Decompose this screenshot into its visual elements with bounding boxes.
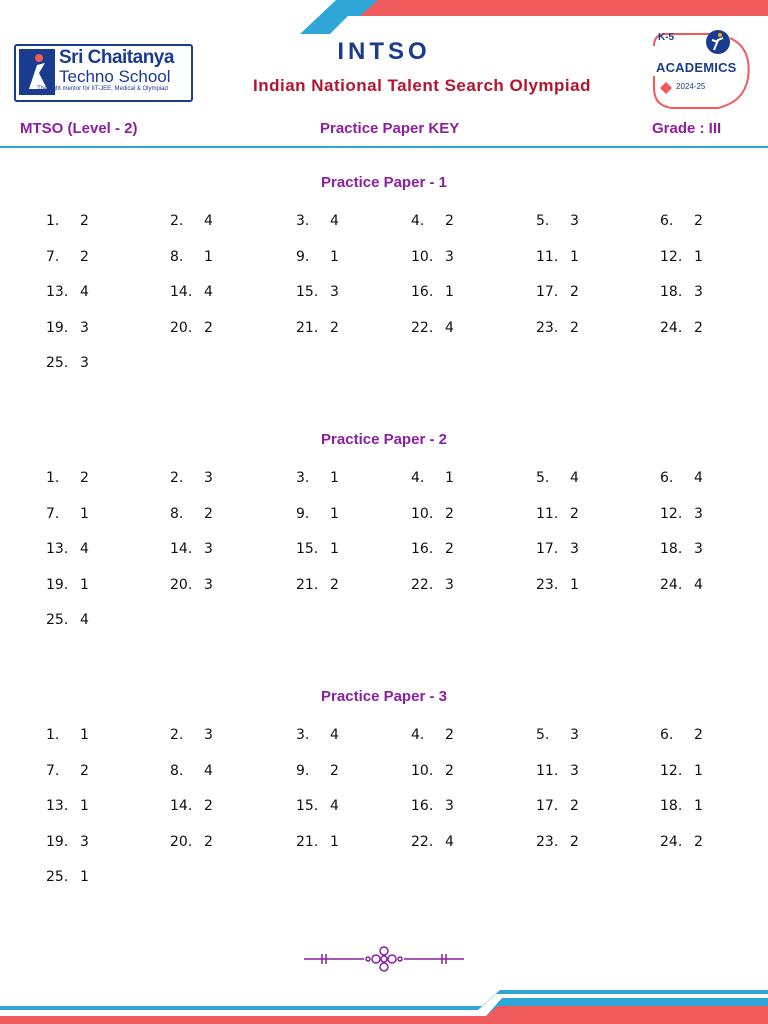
question-number: 2. [170,470,184,486]
answer-value: 3 [694,505,703,522]
answer-value: 2 [570,505,579,522]
question-number: 21. [296,833,319,850]
question-number: 12. [660,248,683,265]
answer-item [296,727,339,743]
answer-item [46,763,89,779]
question-number: 7. [46,505,60,522]
question-number: 21. [296,319,319,336]
answer-value: 4 [204,284,213,300]
page-title: INTSO [337,38,431,65]
answer-item [536,798,579,814]
question-number: 9. [296,248,310,265]
answer-item [170,798,213,814]
answer-value: 1 [204,248,213,265]
answer-item [660,506,703,522]
k5-academics-badge [652,28,756,112]
badge-k5: K-5 [658,32,675,43]
question-number: 17. [536,798,559,814]
answer-value: 3 [204,541,213,557]
ornament-divider-icon [300,942,468,976]
bottom-stripes [0,986,768,1024]
answer-value: 3 [570,727,579,743]
question-number: 22. [411,833,434,850]
answer-item [660,249,703,265]
question-number: 1. [46,213,60,229]
answer-item [46,869,89,885]
question-number: 16. [411,798,434,814]
question-number: 4. [411,727,425,743]
question-number: 3. [296,727,310,743]
answer-item [170,727,213,743]
answer-item [170,541,213,557]
question-number: 25. [46,612,69,628]
answer-value: 3 [80,833,89,850]
answer-value: 3 [445,576,454,593]
question-number: 5. [536,470,550,486]
question-number: 24. [660,319,683,336]
question-number: 4. [411,213,425,229]
page-subtitle: Indian National Talent Search Olympiad [253,76,591,95]
question-number: 19. [46,833,69,850]
answer-item [296,284,339,300]
question-number: 23. [536,833,559,850]
question-number: 1. [46,727,60,743]
answer-value: 1 [80,727,89,743]
logo-tagline: The right mentor for IIT-JEE, Medical & Olympiad [37,86,168,92]
question-number: 10. [411,762,434,779]
answer-value: 2 [80,762,89,779]
answer-item [296,541,339,557]
answer-value: 1 [330,833,339,850]
answer-value: 1 [80,505,89,522]
answer-item [660,284,703,300]
question-number: 17. [536,284,559,300]
question-number: 19. [46,319,69,336]
question-number: 10. [411,505,434,522]
answer-item [411,470,454,486]
question-number: 12. [660,505,683,522]
answer-item [660,213,703,229]
answer-item [536,763,579,779]
answer-value: 2 [445,727,454,743]
question-number: 20. [170,576,193,593]
answer-value: 1 [80,798,89,814]
question-number: 22. [411,319,434,336]
answer-value: 4 [80,541,89,557]
answer-value: 2 [570,284,579,300]
answer-value: 2 [330,319,339,336]
answer-item [411,577,454,593]
logo-line2: Techno School [59,67,171,86]
answer-item [46,355,89,371]
answer-value: 2 [694,833,703,850]
question-number: 17. [536,541,559,557]
answer-value: 4 [80,612,89,628]
answer-value: 4 [204,762,213,779]
question-number: 3. [296,470,310,486]
answer-value: 2 [694,319,703,336]
question-number: 13. [46,798,69,814]
answer-value: 4 [330,798,339,814]
answer-value: 2 [694,727,703,743]
answer-value: 2 [80,248,89,265]
answer-item [46,320,89,336]
answer-item [46,506,89,522]
answer-value: 3 [694,541,703,557]
answer-value: 1 [570,248,579,265]
answer-value: 3 [204,727,213,743]
answer-value: 2 [570,798,579,814]
answer-value: 2 [445,213,454,229]
question-number: 6. [660,470,674,486]
answer-item [536,834,579,850]
answer-item [296,249,339,265]
answer-item [296,213,339,229]
question-number: 9. [296,505,310,522]
answer-value: 4 [694,576,703,593]
question-number: 19. [46,576,69,593]
answer-item [296,798,339,814]
answer-item [170,763,213,779]
question-number: 25. [46,355,69,371]
answer-item [170,506,213,522]
answer-value: 4 [330,213,339,229]
answer-item [660,470,703,486]
section-title: Practice Paper - 3 [321,688,447,705]
answer-value: 4 [80,284,89,300]
answer-value: 2 [204,505,213,522]
answer-value: 4 [445,319,454,336]
answer-value: 3 [80,319,89,336]
answer-value: 3 [330,284,339,300]
question-number: 1. [46,470,60,486]
question-number: 15. [296,798,319,814]
answer-item [46,470,89,486]
answer-value: 2 [80,470,89,486]
answer-value: 2 [445,541,454,557]
answer-item [46,612,89,628]
answer-item [170,470,213,486]
question-number: 22. [411,576,434,593]
question-number: 25. [46,869,69,885]
answer-item [46,541,89,557]
answer-value: 2 [80,213,89,229]
question-number: 15. [296,284,319,300]
answer-item [296,320,339,336]
answer-item [660,541,703,557]
answer-value: 4 [204,213,213,229]
answer-item [660,834,703,850]
answer-item [296,834,339,850]
question-number: 5. [536,213,550,229]
answer-value: 4 [445,833,454,850]
header-divider [0,146,768,148]
question-number: 3. [296,213,310,229]
question-number: 18. [660,284,683,300]
section-title: Practice Paper - 2 [321,431,447,448]
answer-value: 2 [204,798,213,814]
answer-item [411,727,454,743]
exam-level: MTSO (Level - 2) [20,120,138,137]
question-number: 11. [536,248,559,265]
question-number: 13. [46,541,69,557]
answer-item [536,541,579,557]
answer-item [296,577,339,593]
answer-item [170,834,213,850]
answer-item [411,284,454,300]
question-number: 14. [170,284,193,300]
answer-item [170,249,213,265]
question-number: 7. [46,762,60,779]
answer-value: 2 [570,833,579,850]
answer-value: 2 [445,505,454,522]
answer-item [660,577,703,593]
answer-item [46,834,89,850]
question-number: 4. [411,470,425,486]
question-number: 10. [411,248,434,265]
question-number: 14. [170,798,193,814]
answer-value: 3 [570,213,579,229]
answer-item [660,320,703,336]
question-number: 16. [411,541,434,557]
answer-item [660,798,703,814]
grade-label: Grade : III [652,120,722,137]
answer-item [536,506,579,522]
answer-value: 3 [694,284,703,300]
answer-item [411,798,454,814]
answer-value: 1 [330,541,339,557]
badge-academics: ACADEMICS [656,60,737,75]
badge-year: 2024-25 [676,82,706,91]
question-number: 8. [170,505,184,522]
answer-value: 1 [570,576,579,593]
question-number: 8. [170,762,184,779]
answer-item [411,506,454,522]
answer-item [660,763,703,779]
answer-item [46,798,89,814]
answer-value: 1 [330,248,339,265]
answer-item [411,834,454,850]
answer-item [296,470,339,486]
answer-item [411,249,454,265]
answer-item [170,213,213,229]
answer-item [536,727,579,743]
answer-item [46,213,89,229]
answer-value: 4 [694,470,703,486]
answer-item [170,284,213,300]
question-number: 14. [170,541,193,557]
question-number: 11. [536,505,559,522]
answer-value: 1 [80,869,89,885]
question-number: 6. [660,727,674,743]
answer-value: 3 [445,798,454,814]
answer-value: 1 [330,470,339,486]
question-number: 5. [536,727,550,743]
answer-value: 1 [694,248,703,265]
answer-value: 2 [570,319,579,336]
question-number: 18. [660,798,683,814]
answer-value: 1 [80,576,89,593]
answer-value: 2 [445,762,454,779]
question-number: 16. [411,284,434,300]
answer-value: 3 [445,248,454,265]
answer-value: 4 [330,727,339,743]
answer-value: 3 [570,541,579,557]
question-number: 7. [46,248,60,265]
section-title: Practice Paper - 1 [321,174,447,191]
question-number: 15. [296,541,319,557]
answer-item [170,577,213,593]
answer-item [536,249,579,265]
answer-item [536,320,579,336]
answer-value: 2 [694,213,703,229]
question-number: 13. [46,284,69,300]
answer-item [660,727,703,743]
question-number: 9. [296,762,310,779]
question-number: 23. [536,319,559,336]
answer-item [536,213,579,229]
answer-item [46,727,89,743]
answer-item [411,541,454,557]
answer-value: 2 [204,833,213,850]
answer-value: 3 [80,355,89,371]
answer-item [536,284,579,300]
answer-value: 4 [570,470,579,486]
answer-item [536,470,579,486]
question-number: 18. [660,541,683,557]
logo-line1: Sri Chaitanya [59,47,174,68]
question-number: 6. [660,213,674,229]
question-number: 23. [536,576,559,593]
answer-item [411,763,454,779]
question-number: 11. [536,762,559,779]
answer-value: 2 [204,319,213,336]
answer-item [46,577,89,593]
question-number: 24. [660,833,683,850]
answer-value: 1 [330,505,339,522]
answer-item [411,213,454,229]
answer-value: 2 [330,762,339,779]
answer-value: 1 [694,762,703,779]
question-number: 20. [170,833,193,850]
paper-key-title: Practice Paper KEY [320,120,460,137]
answer-item [296,506,339,522]
answer-value: 2 [330,576,339,593]
question-number: 2. [170,727,184,743]
question-number: 21. [296,576,319,593]
question-number: 12. [660,762,683,779]
question-number: 2. [170,213,184,229]
answer-item [536,577,579,593]
answer-value: 1 [445,284,454,300]
answer-item [296,763,339,779]
question-number: 20. [170,319,193,336]
answer-value: 3 [204,470,213,486]
question-number: 8. [170,248,184,265]
answer-value: 3 [570,762,579,779]
answer-value: 3 [204,576,213,593]
answer-value: 1 [694,798,703,814]
answer-item [46,249,89,265]
question-number: 24. [660,576,683,593]
answer-item [170,320,213,336]
answer-item [46,284,89,300]
answer-value: 1 [445,470,454,486]
answer-item [411,320,454,336]
